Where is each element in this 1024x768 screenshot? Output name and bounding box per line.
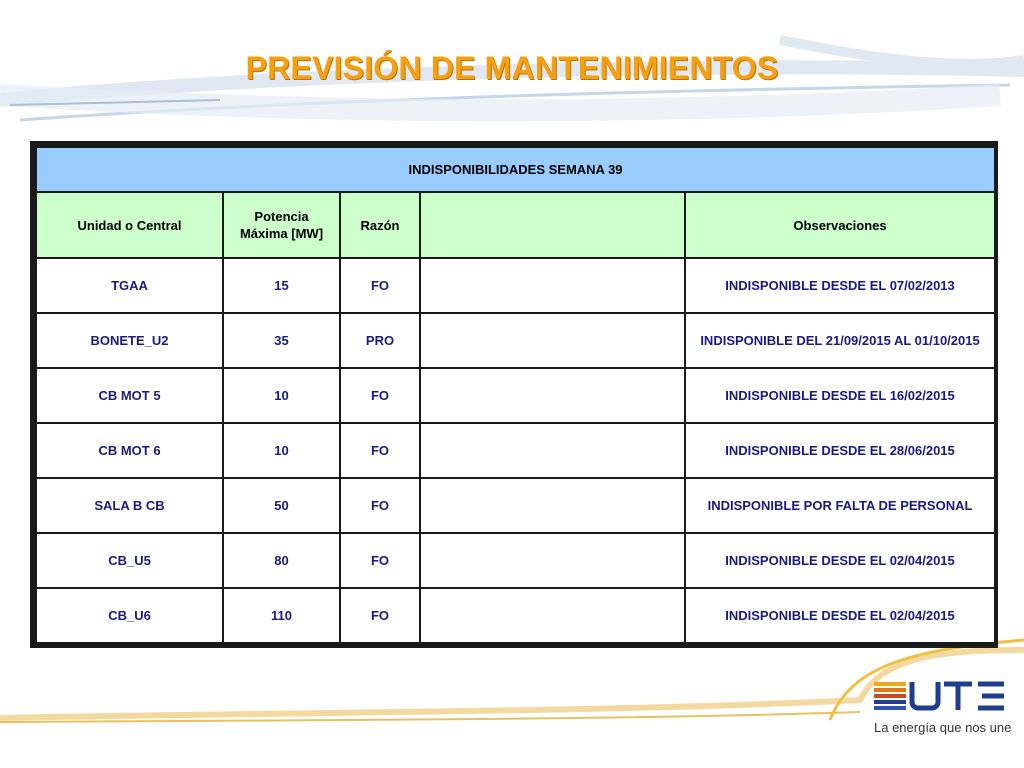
cell-blank: [420, 478, 685, 533]
cell-blank: [420, 258, 685, 313]
page-title: PREVISIÓN DE MANTENIMIENTOS: [245, 50, 779, 86]
column-header-potencia: [223, 192, 340, 258]
cell-blank: [420, 313, 685, 368]
cell-razon: PRO: [340, 313, 420, 368]
table-row: [36, 588, 995, 643]
cell-blank: [420, 423, 685, 478]
table-row: [36, 368, 995, 423]
cell-observaciones: INDISPONIBLE DEL 21/09/2015 AL 01/10/2015: [685, 313, 995, 368]
ute-logo-mark: [874, 680, 1006, 714]
column-header-blank: [420, 192, 685, 258]
cell-observaciones: INDISPONIBLE DESDE EL 28/06/2015: [685, 423, 995, 478]
cell-blank: [420, 588, 685, 643]
table-row: [36, 478, 995, 533]
cell-observaciones: INDISPONIBLE POR FALTA DE PERSONAL: [685, 478, 995, 533]
table-row: [36, 423, 995, 478]
column-header-razon: Razón: [340, 192, 420, 258]
cell-unidad: TGAA: [36, 258, 223, 313]
column-header-potencia-line1: Potencia: [254, 209, 309, 224]
table-caption: INDISPONIBILIDADES SEMANA 39: [36, 147, 995, 192]
cell-razon: FO: [340, 588, 420, 643]
cell-potencia: 80: [223, 533, 340, 588]
column-header-potencia-line2: Máxima [MW]: [239, 226, 324, 241]
cell-unidad: BONETE_U2: [36, 313, 223, 368]
cell-blank: [420, 368, 685, 423]
cell-blank: [420, 533, 685, 588]
logo-tagline: La energía que nos une: [874, 720, 1012, 735]
cell-potencia: 15: [223, 258, 340, 313]
table-row: [36, 533, 995, 588]
column-header-observaciones: Observaciones: [685, 192, 995, 258]
column-header-unidad: Unidad o Central: [36, 192, 223, 258]
cell-potencia: 110: [223, 588, 340, 643]
cell-unidad: SALA B CB: [36, 478, 223, 533]
cell-unidad: CB MOT 5: [36, 368, 223, 423]
maintenance-table-frame: [30, 141, 998, 648]
cell-razon: FO: [340, 478, 420, 533]
cell-potencia: 50: [223, 478, 340, 533]
cell-potencia: 10: [223, 423, 340, 478]
maintenance-table: [35, 146, 996, 644]
cell-unidad: CB_U5: [36, 533, 223, 588]
cell-observaciones: INDISPONIBLE DESDE EL 02/04/2015: [685, 588, 995, 643]
cell-potencia: 35: [223, 313, 340, 368]
cell-razon: FO: [340, 368, 420, 423]
table-row: [36, 313, 995, 368]
cell-potencia: 10: [223, 368, 340, 423]
ute-logo: [874, 680, 1012, 740]
cell-unidad: CB_U6: [36, 588, 223, 643]
cell-observaciones: INDISPONIBLE DESDE EL 07/02/2013: [685, 258, 995, 313]
cell-observaciones: INDISPONIBLE DESDE EL 02/04/2015: [685, 533, 995, 588]
cell-razon: FO: [340, 533, 420, 588]
table-row: [36, 258, 995, 313]
cell-observaciones: INDISPONIBLE DESDE EL 16/02/2015: [685, 368, 995, 423]
cell-razon: FO: [340, 258, 420, 313]
cell-razon: FO: [340, 423, 420, 478]
cell-unidad: CB MOT 6: [36, 423, 223, 478]
